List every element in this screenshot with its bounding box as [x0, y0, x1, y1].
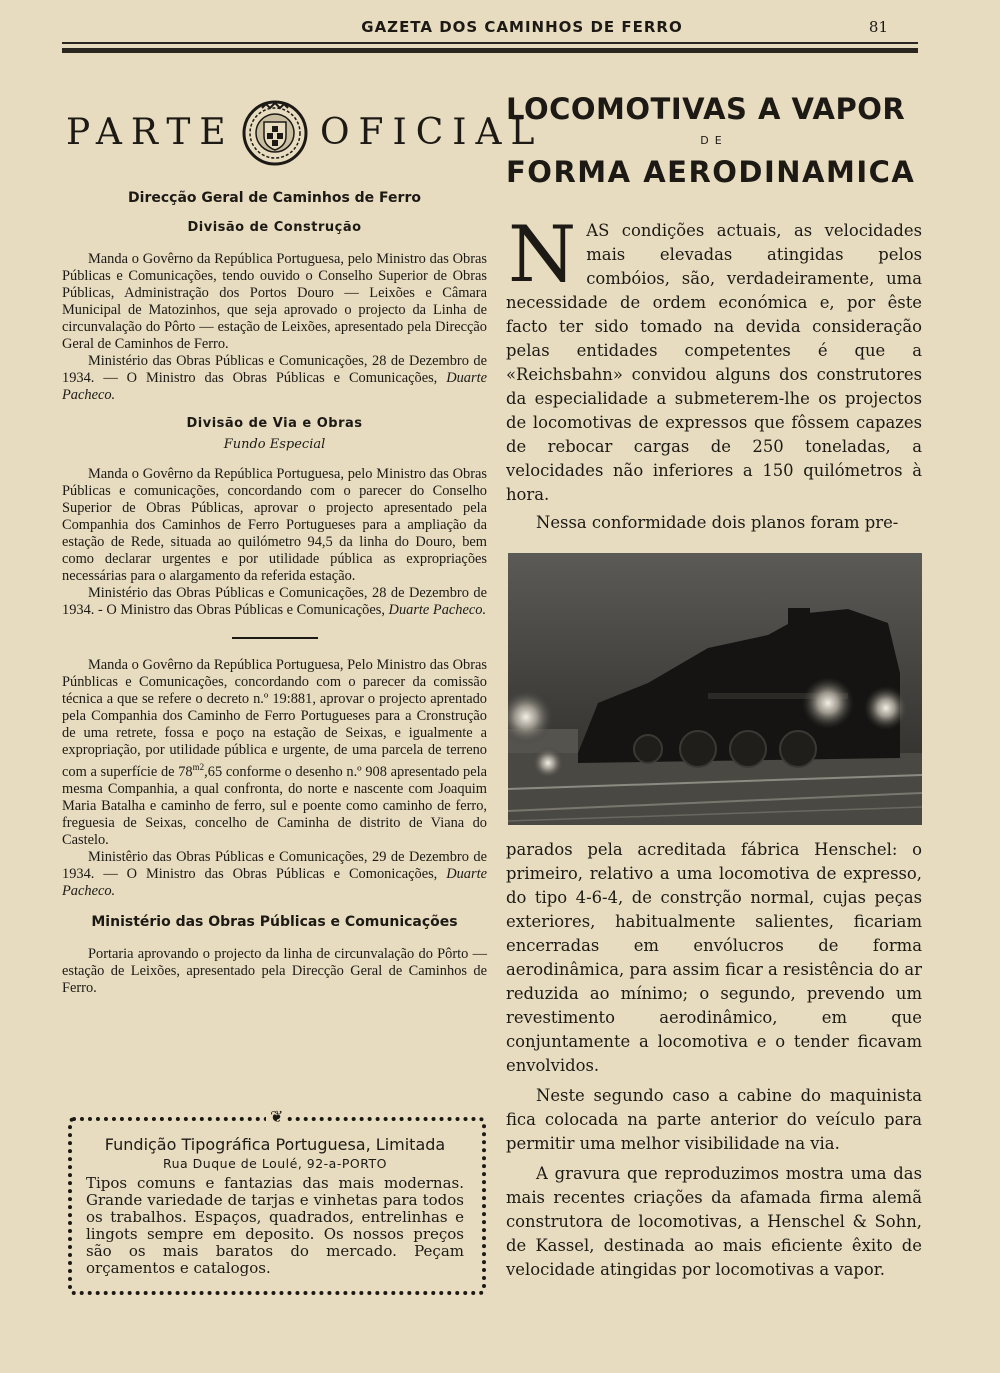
article-headline-de: DE [700, 134, 728, 147]
ornament-icon: ❦ [266, 1107, 287, 1126]
running-title: GAZETA DOS CAMINHOS DE FERRO [361, 18, 683, 36]
paragraph-text: Ministêrio das Obras Públicas e Comunicações, 29 de Dezembro de 1934. — O Ministro das Obras Públicas e Comonicações, [62, 848, 487, 882]
article-body-lower [506, 838, 922, 1282]
paragraph: parados pela acreditada fábrica Henschel: o primeiro, relativo a uma locomotiva de expresso, do tipo 4-6-4, de constrção normal, cujas peças exteriores, habitualmente salientes, ficariam encerradas em envólucros de forma aerodinâmica, para assim ficar a resistência do ar reduzida ao mínimo; o segundo, prevendo um revestimento aerodinâmico, em que conjuntamente a locomotiva e o tender ficavam envolvidos. [506, 840, 923, 1075]
paragraph-text: Ministério das Obras Públicas e Comunicações, 28 de Dezembro de 1934. — O Ministro das Obras Públicas e Comunicações, [62, 353, 487, 386]
paragraph [506, 210, 922, 507]
coat-of-arms-icon [240, 98, 310, 168]
division-title-via-obras: Divisão de Via e Obras [186, 416, 363, 431]
paragraph: Nessa conformidade dois planos foram pre- [536, 513, 899, 532]
ad-company-name: Fundição Tipográfica Portuguesa, Limitada [104, 1135, 446, 1154]
paragraph: Manda o Govêrno da República Portuguesa, pelo Ministro das Obras Públicas e Comunicações, tendo ouvido o Conselho Superior de Obras Públicas, Administração dos Portos Douro — Leixões e Câmara Municipal de Matozinhos, que seja aprovado o projecto da Linha de circunvalação do Pôrto — estação de Leixões, apresentado pela Direcção Geral de Caminhos de Ferro. [62, 251, 487, 352]
locomotive-image [508, 553, 922, 825]
page-number: 81 [868, 18, 888, 36]
oficial-word: OFICIAL [320, 112, 544, 153]
signature-name: Duarte Pacheco. [62, 865, 487, 899]
header-rule-thin [62, 42, 918, 44]
paragraph-text: ,65 conforme o desenho n.º 908 apresentado pela mesma Companhia, a qual confronta, do norte e nascente com Joaquim Maria Batalha e caminho de ferro, sul e poente como caminho de ferro, freguesia de Seixas, concelho de Caminha de distrito de Viana do Castelo. [62, 763, 487, 848]
paragraph: Manda o Govêrno da República Portuguesa, pelo Ministro das Obras Públicas e comunicações, concordando com o parecer do Conselho Superior de Obras Públicas, aprovar o projecto apresentado pela Companhia dos Caminhos de Ferro Portugueses para a ampliação da estação de Rede, situada ao quilómetro 94,5 da linha do Douro, bem como declarar urgentes e por utilidade pública as expropriações necessárias para o alargamento da referida estação. [62, 466, 487, 584]
section-divider [232, 637, 318, 639]
header-rule-thick [62, 48, 918, 53]
parte-word: PARTE [66, 112, 235, 153]
ad-address: Rua Duque de Loulé, 92-a-PORTO [163, 1156, 387, 1171]
paragraph: Neste segundo caso a cabine do maquinista fica colocada na parte anterior do veículo para permitir uma melhor visibilidade na via. [506, 1086, 922, 1153]
advertisement-box [68, 1107, 486, 1295]
fundo-especial-subtitle: Fundo Especial [223, 437, 326, 452]
signature-name: Duarte Pacheco. [62, 370, 487, 403]
section-title-direccao: Direcção Geral de Caminhos de Ferro [128, 190, 421, 206]
section-title-ministerio: Ministério das Obras Públicas e Comunicações [91, 913, 458, 930]
ad-content [86, 1135, 464, 1277]
paragraph-text: Manda o Govêrno da República Portuguesa, Pelo Ministro das Obras Púnblicas e Comunicações, concordando com o parecer da comissão técnica a que se refere o decreto n.º 19:881, aprovar o projecto aprentado pela Companhia dos Caminho de Ferro Portugueses para a Cronstrução de uma retrete, fossa e poço na estação de Seixas, e igualmente a expropriação, por utilidade pública e urgente, de uma parcela de terreno com a superfície de 78 [62, 657, 487, 780]
paragraph [62, 585, 487, 619]
paragraph-text: AS condições actuais, as velocidades mais elevadas atingidas pelos combóios, são, verdadeiramente, uma necessidade de ordem económica e, por êste facto ter sido tomado na devida consideração pelas entidades competentes é que a «Reichsbahn» convidou alguns dos construtores da especialidade a submeterem-lhe os projectos de locomotivas de expressos que fôssem capazes de rebocar cargas de 250 toneladas, a velocidades não inferiores a 150 quilómetros à hora. [506, 221, 922, 504]
paragraph [62, 353, 487, 404]
signature-name: Duarte Pacheco. [388, 602, 487, 618]
paragraph-text: Ministério das Obras Públicas e Comunicações, 28 de Dezembro de 1934. - O Ministro das Obras Públicas e Comunicações, [62, 585, 487, 618]
paragraph [62, 657, 487, 849]
superscript-unit: m2 [192, 762, 205, 772]
right-column [506, 92, 922, 535]
paragraph: A gravura que reproduzimos mostra uma das mais recentes criações da afamada firma alemã construtora de locomotivas, a Henschel & Sohn, de Kassel, destinada ao mais eficiente êxito de velocidade atingidas por locomotivas a vapor. [506, 1164, 922, 1279]
page-header [62, 16, 918, 56]
drop-cap: N [508, 210, 577, 300]
ad-text: Tipos comuns e fantazias das mais modernas. Grande variedade de tarjas e vinhetas para todos os trabalhos. Espaços, quadrados, entrelinhas e lingots sempre em deposito. Os nossos preços são os mais baratos do mercado. Peçam orçamentos e catalogos. [86, 1174, 464, 1277]
article-headline-line1: LOCOMOTIVAS A VAPOR [506, 92, 906, 126]
paragraph: Portaria aprovando o projecto da linha de circunvalação do Pôrto — estação de Leixões, apresentado pela Direcção Geral de Caminhos de Ferro. [62, 945, 487, 996]
parte-oficial-heading [62, 90, 544, 180]
paragraph [62, 849, 487, 900]
left-column [62, 90, 544, 997]
article-body-upper [506, 210, 922, 535]
article-headline-line2: FORMA AERODINAMICA [506, 155, 916, 189]
division-title-construcao: Divisão de Construção [187, 220, 362, 235]
locomotive-photo [508, 553, 922, 825]
